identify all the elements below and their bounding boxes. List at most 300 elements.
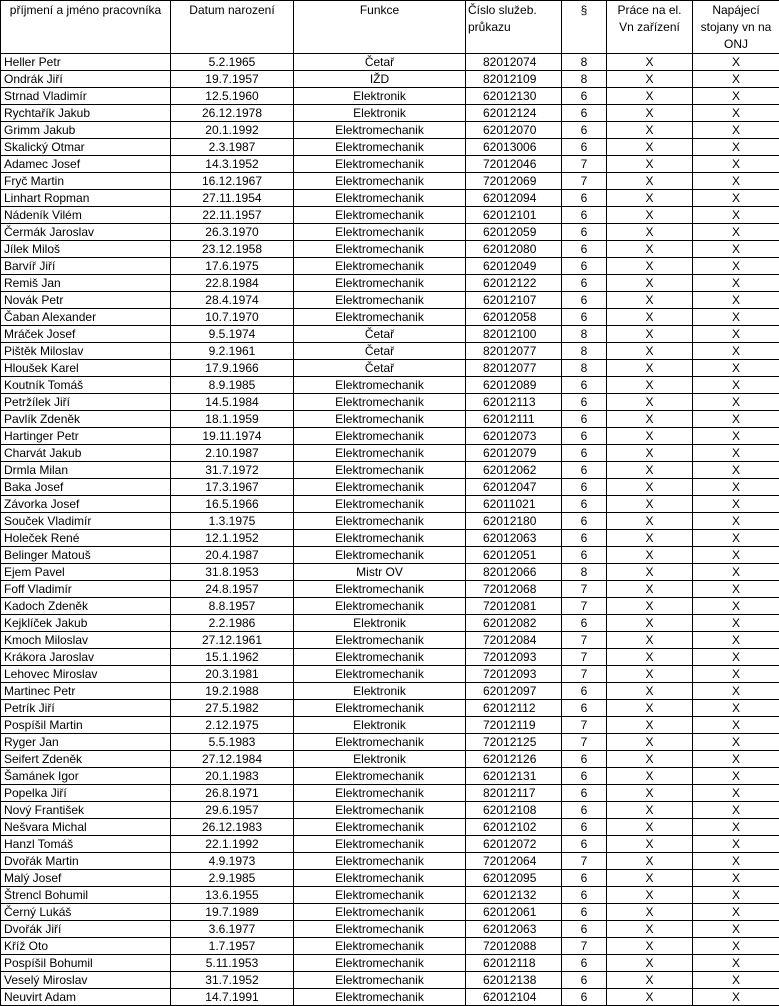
- birth-date-cell: 1.7.1957: [171, 938, 294, 955]
- table-row: [1, 564, 779, 581]
- id-number-cell: 62011021: [466, 496, 562, 513]
- onj-stands-cell: X: [693, 309, 779, 326]
- id-number-cell: 72012046: [466, 156, 562, 173]
- table-row: [1, 122, 779, 139]
- function-cell: Elektromechanik: [294, 938, 466, 955]
- function-cell: Elektromechanik: [294, 921, 466, 938]
- table-row: [1, 207, 779, 224]
- vn-work-cell: X: [607, 462, 693, 479]
- onj-stands-cell: X: [693, 870, 779, 887]
- onj-stands-cell: X: [693, 496, 779, 513]
- id-number-cell: 82012077: [466, 360, 562, 377]
- id-number-cell: 82012066: [466, 564, 562, 581]
- employee-name-cell: Nešvara Michal: [1, 819, 171, 836]
- paragraph-cell: 6: [562, 445, 607, 462]
- onj-stands-cell: X: [693, 751, 779, 768]
- table-row: [1, 666, 779, 683]
- table-row: [1, 513, 779, 530]
- onj-stands-cell: X: [693, 989, 779, 1006]
- vn-work-cell: X: [607, 360, 693, 377]
- id-number-cell: 62012113: [466, 394, 562, 411]
- paragraph-cell: 8: [562, 343, 607, 360]
- function-cell: Elektromechanik: [294, 428, 466, 445]
- function-cell: Elektromechanik: [294, 394, 466, 411]
- paragraph-cell: 6: [562, 530, 607, 547]
- table-row: [1, 343, 779, 360]
- function-cell: Elektromechanik: [294, 649, 466, 666]
- table-row: [1, 751, 779, 768]
- id-number-cell: 62012101: [466, 207, 562, 224]
- onj-stands-cell: X: [693, 241, 779, 258]
- employee-name-cell: Ejem Pavel: [1, 564, 171, 581]
- onj-stands-cell: X: [693, 428, 779, 445]
- vn-work-cell: X: [607, 734, 693, 751]
- id-number-cell: 72012084: [466, 632, 562, 649]
- birth-date-cell: 8.8.1957: [171, 598, 294, 615]
- employee-name-cell: Linhart Ropman: [1, 190, 171, 207]
- function-cell: Elektromechanik: [294, 479, 466, 496]
- header-vn-work: Práce na el. Vn zařízení: [607, 1, 693, 54]
- table-row: [1, 326, 779, 343]
- birth-date-cell: 20.1.1983: [171, 768, 294, 785]
- table-row: [1, 887, 779, 904]
- paragraph-cell: 7: [562, 156, 607, 173]
- paragraph-cell: 6: [562, 921, 607, 938]
- id-number-cell: 82012117: [466, 785, 562, 802]
- employee-name-cell: Charvát Jakub: [1, 445, 171, 462]
- onj-stands-cell: X: [693, 666, 779, 683]
- birth-date-cell: 31.8.1953: [171, 564, 294, 581]
- birth-date-cell: 20.1.1992: [171, 122, 294, 139]
- onj-stands-cell: X: [693, 88, 779, 105]
- paragraph-cell: 6: [562, 224, 607, 241]
- table-row: [1, 275, 779, 292]
- paragraph-cell: 6: [562, 819, 607, 836]
- paragraph-cell: 6: [562, 292, 607, 309]
- onj-stands-cell: X: [693, 734, 779, 751]
- birth-date-cell: 17.9.1966: [171, 360, 294, 377]
- table-row: [1, 462, 779, 479]
- employee-name-cell: Jílek Miloš: [1, 241, 171, 258]
- paragraph-cell: 6: [562, 462, 607, 479]
- vn-work-cell: X: [607, 547, 693, 564]
- vn-work-cell: X: [607, 394, 693, 411]
- id-number-cell: 62012049: [466, 258, 562, 275]
- vn-work-cell: X: [607, 683, 693, 700]
- onj-stands-cell: X: [693, 853, 779, 870]
- vn-work-cell: X: [607, 496, 693, 513]
- paragraph-cell: 6: [562, 768, 607, 785]
- id-number-cell: 72012125: [466, 734, 562, 751]
- function-cell: Elektromechanik: [294, 411, 466, 428]
- birth-date-cell: 27.11.1954: [171, 190, 294, 207]
- onj-stands-cell: X: [693, 564, 779, 581]
- onj-stands-cell: X: [693, 802, 779, 819]
- table-row: [1, 156, 779, 173]
- employee-name-cell: Hloušek Karel: [1, 360, 171, 377]
- employee-name-cell: Pištěk Miloslav: [1, 343, 171, 360]
- vn-work-cell: X: [607, 326, 693, 343]
- onj-stands-cell: X: [693, 938, 779, 955]
- vn-work-cell: X: [607, 309, 693, 326]
- vn-work-cell: X: [607, 479, 693, 496]
- vn-work-cell: X: [607, 955, 693, 972]
- table-row: [1, 700, 779, 717]
- employee-name-cell: Malý Josef: [1, 870, 171, 887]
- birth-date-cell: 2.2.1986: [171, 615, 294, 632]
- id-number-cell: 72012119: [466, 717, 562, 734]
- onj-stands-cell: X: [693, 581, 779, 598]
- vn-work-cell: X: [607, 615, 693, 632]
- id-number-cell: 62012063: [466, 530, 562, 547]
- onj-stands-cell: X: [693, 768, 779, 785]
- paragraph-cell: 7: [562, 632, 607, 649]
- header-name: příjmení a jméno pracovníka: [1, 1, 171, 54]
- employee-name-cell: Heller Petr: [1, 54, 171, 71]
- id-number-cell: 62012073: [466, 428, 562, 445]
- table-row: [1, 411, 779, 428]
- vn-work-cell: X: [607, 105, 693, 122]
- birth-date-cell: 26.12.1978: [171, 105, 294, 122]
- employee-name-cell: Grimm Jakub: [1, 122, 171, 139]
- id-number-cell: 62012058: [466, 309, 562, 326]
- table-row: [1, 105, 779, 122]
- birth-date-cell: 2.12.1975: [171, 717, 294, 734]
- id-number-cell: 62012051: [466, 547, 562, 564]
- employee-name-cell: Závorka Josef: [1, 496, 171, 513]
- id-number-cell: 72012081: [466, 598, 562, 615]
- paragraph-cell: 8: [562, 326, 607, 343]
- function-cell: Elektromechanik: [294, 292, 466, 309]
- onj-stands-cell: X: [693, 173, 779, 190]
- employee-name-cell: Popelka Jiří: [1, 785, 171, 802]
- function-cell: Elektromechanik: [294, 462, 466, 479]
- function-cell: Elektronik: [294, 683, 466, 700]
- function-cell: Elektromechanik: [294, 496, 466, 513]
- employee-name-cell: Mráček Josef: [1, 326, 171, 343]
- employee-name-cell: Dvořák Martin: [1, 853, 171, 870]
- employee-name-cell: Baka Josef: [1, 479, 171, 496]
- vn-work-cell: X: [607, 530, 693, 547]
- employee-name-cell: Skalický Otmar: [1, 139, 171, 156]
- function-cell: Elektromechanik: [294, 887, 466, 904]
- table-row: [1, 615, 779, 632]
- function-cell: Elektromechanik: [294, 955, 466, 972]
- employee-name-cell: Drmla Milan: [1, 462, 171, 479]
- onj-stands-cell: X: [693, 530, 779, 547]
- vn-work-cell: X: [607, 173, 693, 190]
- paragraph-cell: 6: [562, 870, 607, 887]
- vn-work-cell: X: [607, 666, 693, 683]
- paragraph-cell: 6: [562, 190, 607, 207]
- onj-stands-cell: X: [693, 513, 779, 530]
- paragraph-cell: 6: [562, 122, 607, 139]
- function-cell: Elektromechanik: [294, 530, 466, 547]
- table-row: [1, 190, 779, 207]
- birth-date-cell: 9.2.1961: [171, 343, 294, 360]
- id-number-cell: 62012112: [466, 700, 562, 717]
- birth-date-cell: 2.3.1987: [171, 139, 294, 156]
- onj-stands-cell: X: [693, 292, 779, 309]
- vn-work-cell: X: [607, 54, 693, 71]
- onj-stands-cell: X: [693, 921, 779, 938]
- vn-work-cell: X: [607, 938, 693, 955]
- onj-stands-cell: X: [693, 785, 779, 802]
- vn-work-cell: X: [607, 632, 693, 649]
- function-cell: Elektromechanik: [294, 241, 466, 258]
- id-number-cell: 72012093: [466, 649, 562, 666]
- table-row: [1, 88, 779, 105]
- header-function: Funkce: [294, 1, 466, 54]
- birth-date-cell: 13.6.1955: [171, 887, 294, 904]
- vn-work-cell: X: [607, 207, 693, 224]
- onj-stands-cell: X: [693, 360, 779, 377]
- table-row: [1, 241, 779, 258]
- birth-date-cell: 15.1.1962: [171, 649, 294, 666]
- birth-date-cell: 22.11.1957: [171, 207, 294, 224]
- function-cell: Elektromechanik: [294, 972, 466, 989]
- table-row: [1, 530, 779, 547]
- paragraph-cell: 7: [562, 717, 607, 734]
- id-number-cell: 82012077: [466, 343, 562, 360]
- employee-name-cell: Hanzl Tomáš: [1, 836, 171, 853]
- paragraph-cell: 6: [562, 428, 607, 445]
- onj-stands-cell: X: [693, 122, 779, 139]
- vn-work-cell: X: [607, 71, 693, 88]
- employee-name-cell: Čermák Jaroslav: [1, 224, 171, 241]
- paragraph-cell: 8: [562, 54, 607, 71]
- paragraph-cell: 6: [562, 904, 607, 921]
- employee-name-cell: Petržílek Jiří: [1, 394, 171, 411]
- id-number-cell: 62012070: [466, 122, 562, 139]
- function-cell: Elektromechanik: [294, 207, 466, 224]
- table-row: [1, 836, 779, 853]
- paragraph-cell: 6: [562, 785, 607, 802]
- paragraph-cell: 6: [562, 139, 607, 156]
- function-cell: Elektromechanik: [294, 598, 466, 615]
- vn-work-cell: X: [607, 564, 693, 581]
- vn-work-cell: X: [607, 292, 693, 309]
- vn-work-cell: X: [607, 122, 693, 139]
- function-cell: Elektromechanik: [294, 377, 466, 394]
- employee-name-cell: Kejklíček Jakub: [1, 615, 171, 632]
- vn-work-cell: X: [607, 870, 693, 887]
- employee-name-cell: Souček Vladimír: [1, 513, 171, 530]
- vn-work-cell: X: [607, 343, 693, 360]
- function-cell: Elektronik: [294, 105, 466, 122]
- paragraph-cell: 7: [562, 598, 607, 615]
- onj-stands-cell: X: [693, 445, 779, 462]
- paragraph-cell: 6: [562, 802, 607, 819]
- employee-name-cell: Šamánek Igor: [1, 768, 171, 785]
- paragraph-cell: 6: [562, 88, 607, 105]
- birth-date-cell: 20.3.1981: [171, 666, 294, 683]
- id-number-cell: 62012047: [466, 479, 562, 496]
- paragraph-cell: 6: [562, 955, 607, 972]
- table-row: [1, 71, 779, 88]
- paragraph-cell: 6: [562, 496, 607, 513]
- birth-date-cell: 4.9.1973: [171, 853, 294, 870]
- employee-name-cell: Ryger Jan: [1, 734, 171, 751]
- employee-name-cell: Lehovec Miroslav: [1, 666, 171, 683]
- birth-date-cell: 29.6.1957: [171, 802, 294, 819]
- onj-stands-cell: X: [693, 598, 779, 615]
- function-cell: Elektromechanik: [294, 445, 466, 462]
- birth-date-cell: 14.7.1991: [171, 989, 294, 1006]
- vn-work-cell: X: [607, 275, 693, 292]
- birth-date-cell: 16.12.1967: [171, 173, 294, 190]
- id-number-cell: 72012093: [466, 666, 562, 683]
- paragraph-cell: 7: [562, 938, 607, 955]
- function-cell: Elektromechanik: [294, 581, 466, 598]
- onj-stands-cell: X: [693, 462, 779, 479]
- id-number-cell: 82012109: [466, 71, 562, 88]
- paragraph-cell: 6: [562, 887, 607, 904]
- vn-work-cell: X: [607, 377, 693, 394]
- employee-name-cell: Pospíšil Martin: [1, 717, 171, 734]
- function-cell: IŽD: [294, 71, 466, 88]
- table-row: [1, 955, 779, 972]
- employee-name-cell: Fryč Martin: [1, 173, 171, 190]
- id-number-cell: 72012064: [466, 853, 562, 870]
- id-number-cell: 62012079: [466, 445, 562, 462]
- birth-date-cell: 12.5.1960: [171, 88, 294, 105]
- paragraph-cell: 8: [562, 71, 607, 88]
- table-row: [1, 445, 779, 462]
- table-row: [1, 581, 779, 598]
- employee-name-cell: Štrencl Bohumil: [1, 887, 171, 904]
- function-cell: Elektromechanik: [294, 836, 466, 853]
- table-row: [1, 870, 779, 887]
- paragraph-cell: 6: [562, 258, 607, 275]
- employee-name-cell: Holeček René: [1, 530, 171, 547]
- birth-date-cell: 19.2.1988: [171, 683, 294, 700]
- table-row: [1, 683, 779, 700]
- table-row: [1, 819, 779, 836]
- paragraph-cell: 6: [562, 513, 607, 530]
- id-number-cell: 62012180: [466, 513, 562, 530]
- table-body: [1, 54, 779, 1006]
- table-row: [1, 921, 779, 938]
- paragraph-cell: 6: [562, 683, 607, 700]
- id-number-cell: 62012082: [466, 615, 562, 632]
- function-cell: Četař: [294, 326, 466, 343]
- birth-date-cell: 1.3.1975: [171, 513, 294, 530]
- vn-work-cell: X: [607, 989, 693, 1006]
- function-cell: Elektromechanik: [294, 513, 466, 530]
- table-row: [1, 938, 779, 955]
- id-number-cell: 62012111: [466, 411, 562, 428]
- vn-work-cell: X: [607, 751, 693, 768]
- function-cell: Elektromechanik: [294, 785, 466, 802]
- employee-name-cell: Kmoch Miloslav: [1, 632, 171, 649]
- paragraph-cell: 7: [562, 853, 607, 870]
- vn-work-cell: X: [607, 836, 693, 853]
- function-cell: Elektromechanik: [294, 632, 466, 649]
- function-cell: Elektromechanik: [294, 122, 466, 139]
- onj-stands-cell: X: [693, 71, 779, 88]
- employee-name-cell: Hartinger Petr: [1, 428, 171, 445]
- table-row: [1, 547, 779, 564]
- birth-date-cell: 22.8.1984: [171, 275, 294, 292]
- employee-name-cell: Neuvirt Adam: [1, 989, 171, 1006]
- paragraph-cell: 6: [562, 207, 607, 224]
- header-birth-date: Datum narození: [171, 1, 294, 54]
- onj-stands-cell: X: [693, 836, 779, 853]
- function-cell: Elektromechanik: [294, 547, 466, 564]
- id-number-cell: 62012062: [466, 462, 562, 479]
- onj-stands-cell: X: [693, 258, 779, 275]
- id-number-cell: 62012061: [466, 904, 562, 921]
- id-number-cell: 62012131: [466, 768, 562, 785]
- employee-name-cell: Adamec Josef: [1, 156, 171, 173]
- employee-name-cell: Petrík Jiří: [1, 700, 171, 717]
- id-number-cell: 62012132: [466, 887, 562, 904]
- onj-stands-cell: X: [693, 819, 779, 836]
- birth-date-cell: 22.1.1992: [171, 836, 294, 853]
- id-number-cell: 72012069: [466, 173, 562, 190]
- onj-stands-cell: X: [693, 887, 779, 904]
- paragraph-cell: 8: [562, 360, 607, 377]
- employee-name-cell: Pavlík Zdeněk: [1, 411, 171, 428]
- employee-name-cell: Barvíř Jiří: [1, 258, 171, 275]
- birth-date-cell: 2.9.1985: [171, 870, 294, 887]
- paragraph-cell: 6: [562, 972, 607, 989]
- employee-name-cell: Ondrák Jiří: [1, 71, 171, 88]
- paragraph-cell: 6: [562, 751, 607, 768]
- onj-stands-cell: X: [693, 649, 779, 666]
- table-row: [1, 598, 779, 615]
- function-cell: Elektronik: [294, 717, 466, 734]
- vn-work-cell: X: [607, 700, 693, 717]
- function-cell: Elektromechanik: [294, 275, 466, 292]
- birth-date-cell: 20.4.1987: [171, 547, 294, 564]
- function-cell: Elektromechanik: [294, 768, 466, 785]
- id-number-cell: 62012122: [466, 275, 562, 292]
- onj-stands-cell: X: [693, 207, 779, 224]
- birth-date-cell: 31.7.1952: [171, 972, 294, 989]
- function-cell: Elektromechanik: [294, 156, 466, 173]
- vn-work-cell: X: [607, 972, 693, 989]
- employee-name-cell: Remiš Jan: [1, 275, 171, 292]
- employee-name-cell: Novák Petr: [1, 292, 171, 309]
- function-cell: Četař: [294, 343, 466, 360]
- paragraph-cell: 6: [562, 479, 607, 496]
- header-onj-stands: Napájecí stojany vn na ONJ: [693, 1, 779, 54]
- employee-name-cell: Krákora Jaroslav: [1, 649, 171, 666]
- function-cell: Elektromechanik: [294, 802, 466, 819]
- onj-stands-cell: X: [693, 615, 779, 632]
- paragraph-cell: 7: [562, 734, 607, 751]
- birth-date-cell: 26.12.1983: [171, 819, 294, 836]
- vn-work-cell: X: [607, 904, 693, 921]
- id-number-cell: 62012089: [466, 377, 562, 394]
- employee-name-cell: Nový František: [1, 802, 171, 819]
- birth-date-cell: 27.12.1984: [171, 751, 294, 768]
- table-row: [1, 54, 779, 71]
- id-number-cell: 62012108: [466, 802, 562, 819]
- function-cell: Elektromechanik: [294, 173, 466, 190]
- birth-date-cell: 10.7.1970: [171, 309, 294, 326]
- onj-stands-cell: X: [693, 972, 779, 989]
- onj-stands-cell: X: [693, 190, 779, 207]
- onj-stands-cell: X: [693, 632, 779, 649]
- paragraph-cell: 6: [562, 309, 607, 326]
- id-number-cell: 62012130: [466, 88, 562, 105]
- onj-stands-cell: X: [693, 326, 779, 343]
- paragraph-cell: 6: [562, 700, 607, 717]
- function-cell: Elektromechanik: [294, 870, 466, 887]
